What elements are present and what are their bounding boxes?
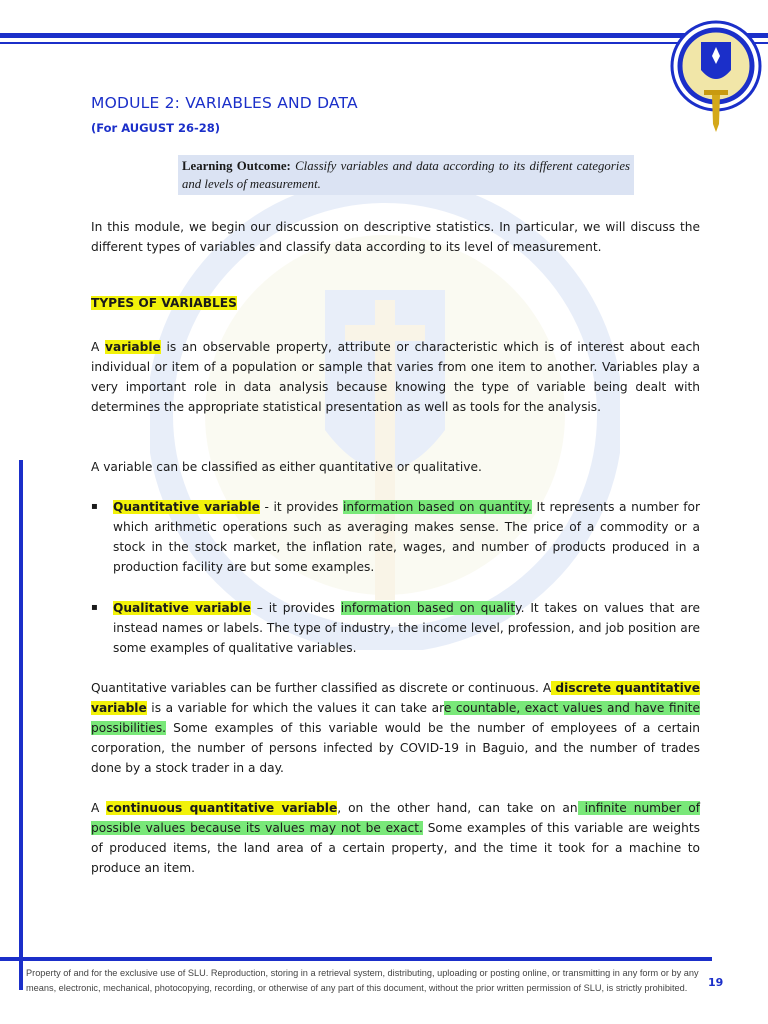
page-number: 19 (708, 976, 724, 989)
bullet-marker: ▪ (91, 501, 98, 512)
text-run: A (91, 801, 107, 815)
bullet-text (113, 598, 700, 658)
term-quantitative: Quantitative variable (113, 500, 260, 514)
highlight-countable: e countable, exact values and have finite possibilities. (91, 701, 700, 735)
text-run: Some examples of this variable are weights of produced items, the land area of a certain property, and the time it took for a machine to produce an item. (91, 821, 700, 875)
highlight-quantity: information based on quantity. (342, 500, 532, 514)
text-run: is an observable property, attribute or characteristic which is of interest about each individual or item of a population or sample that varies from one item to another. Variables play a very important role in data analysis because knowing the type of variable being dealt with determines the appropriate statistical presentation as well as tools for the analysis. (91, 340, 700, 414)
learning-outcome-box (178, 155, 634, 195)
continuous-paragraph (91, 798, 700, 878)
module-title: MODULE 2: VARIABLES AND DATA (91, 94, 358, 112)
text-run: y. It takes on values that are instead names or labels. The type of industry, the income level, profession, and job position are some examples of qualitative variables. (113, 601, 701, 655)
intro-paragraph: In this module, we begin our discussion on descriptive statistics. In particular, we will discuss the different types of variables and classify data according to its level of measurement. (91, 220, 700, 254)
bottom-rule (0, 957, 712, 961)
module-date: (For AUGUST 26-28) (91, 121, 221, 135)
section-heading (91, 296, 237, 310)
classification-paragraph: A variable can be classified as either quantitative or qualitative. (91, 460, 482, 474)
term-variable: variable (105, 340, 161, 354)
top-rule-thick (0, 33, 768, 38)
text-run: - it provides (259, 500, 343, 514)
highlight-quality: information based on qualit (340, 601, 516, 615)
term-qualitative: Qualitative variable (113, 601, 251, 615)
learning-outcome-text: Classify variables and data according to its different categories and levels of measurement. (182, 159, 630, 191)
text-run: It represents a number for which arithmetic operations such as averaging makes sense. The price of a commodity or a stock in the stock market, the inflation rate, wages, and number of products produced in a production facility are but some examples. (113, 500, 700, 574)
variable-definition-paragraph (91, 337, 700, 417)
copyright-notice: Property of and for the exclusive use of SLU. Reproduction, storing in a retrieval system, distributing, uploading or posting online, or transmitting in any form or by any means, electronic, mechanical, photocopying, recording, or otherwise of any part of this document, without the prior written permission of SLU, is strictly prohibited. (26, 968, 699, 993)
highlight-infinite: infinite number of possible values because its values may not be exact. (91, 801, 700, 835)
text-run: Quantitative variables can be further classified as discrete or continuous. A (91, 681, 552, 695)
left-margin-rule (19, 460, 23, 990)
term-continuous: continuous quantitative variable (106, 801, 338, 815)
term-discrete: discrete quantitative variable (91, 681, 700, 715)
text-run: Some examples of this variable would be the number of employees of a certain corporation, the number of persons infected by COVID-19 in Baguio, and the number of trades done by a stock trader in a day. (91, 721, 700, 775)
text-run: is a variable for which the values it can take ar (146, 701, 444, 715)
text-run: A (91, 340, 106, 354)
section-heading-text: TYPES OF VARIABLES (91, 296, 237, 310)
bullet-text (113, 497, 700, 577)
text-run: – it provides (250, 601, 341, 615)
top-rule-thin (0, 42, 768, 44)
learning-outcome-label: Learning Outcome: (182, 159, 291, 173)
text-run: , on the other hand, can take on an (337, 801, 578, 815)
discrete-paragraph (91, 678, 700, 778)
bullet-marker: ▪ (91, 602, 98, 613)
